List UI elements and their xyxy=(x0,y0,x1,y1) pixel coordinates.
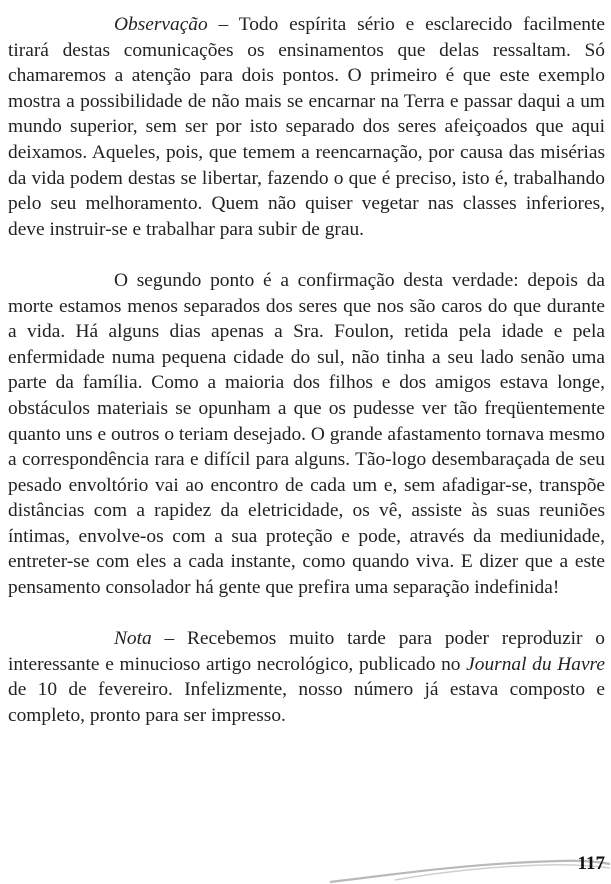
swoosh-curve-outer xyxy=(330,861,610,882)
nota-text-after: de 10 de fevereiro. Infelizmente, nosso número já estava composto e completo, pronto para ser impresso. xyxy=(8,679,605,727)
page-number: 117 xyxy=(577,853,605,874)
footer-swoosh-ornament xyxy=(0,845,611,884)
page-footer xyxy=(0,845,611,884)
segundo-ponto-text: O segundo ponto é a confirmação desta verdade: depois da morte estamos menos separados dos seres que nos são caros do que durante a vida. Há alguns dias apenas a Sra. Foulon, retida pela idade e pela enfermidade numa pequena cidade do sul, não tinha a seu lado senão uma parte da família. Como a maioria dos filhos e dos amigos estava longe, obstáculos materiais se opunham a que os pudesse ver tão freqüentemente quanto uns e outros o teriam desejado. O grande afastamento tornava mesmo a correspondência rara e difícil para alguns. Tão-logo desembaraçada de seu pesado envoltório vai ao encontro de cada um e, sem afadigar-se, transpõe distâncias com a rapidez da eletricidade, os vê, assiste às suas reuniões íntimas, envolve-os com a sua proteção e pode, através da mediunidade, entreter-se com eles a cada instante, como quando viva. E dizer que a este pensamento consolador há gente que prefira uma separação indefinida! xyxy=(8,269,605,599)
paragraph-segundo-ponto xyxy=(8,268,605,601)
paragraph-nota xyxy=(8,626,605,728)
journal-title: Journal du Havre xyxy=(466,653,605,675)
paragraph-observacao xyxy=(8,12,605,242)
page-body xyxy=(8,12,605,729)
nota-text-before: – Recebemos muito tarde para poder reproduzir o interessante e minucioso artigo necrológico, publicado no xyxy=(8,628,605,675)
nota-label: Nota xyxy=(114,628,152,650)
observacao-text: – Todo espírita sério e esclarecido facilmente tirará destas comunicações os ensinamentos que delas ressaltam. Só chamaremos a atenção para dois pontos. O primeiro é que este exemplo mostra a possibilidade de não mais se encarnar na Terra e passar daqui a um mundo superior, sem ser por isto separado dos seres afeiçoados que aqui deixamos. Aqueles, pois, que temem a reencarnação, por causa das misérias da vida podem destas se libertar, fazendo o que é preciso, isto é, trabalhando pelo seu melhoramento. Quem não quiser vegetar nas classes inferiores, deve instruir-se e trabalhar para subir de grau. xyxy=(8,14,605,240)
observacao-label: Observação xyxy=(114,14,208,35)
